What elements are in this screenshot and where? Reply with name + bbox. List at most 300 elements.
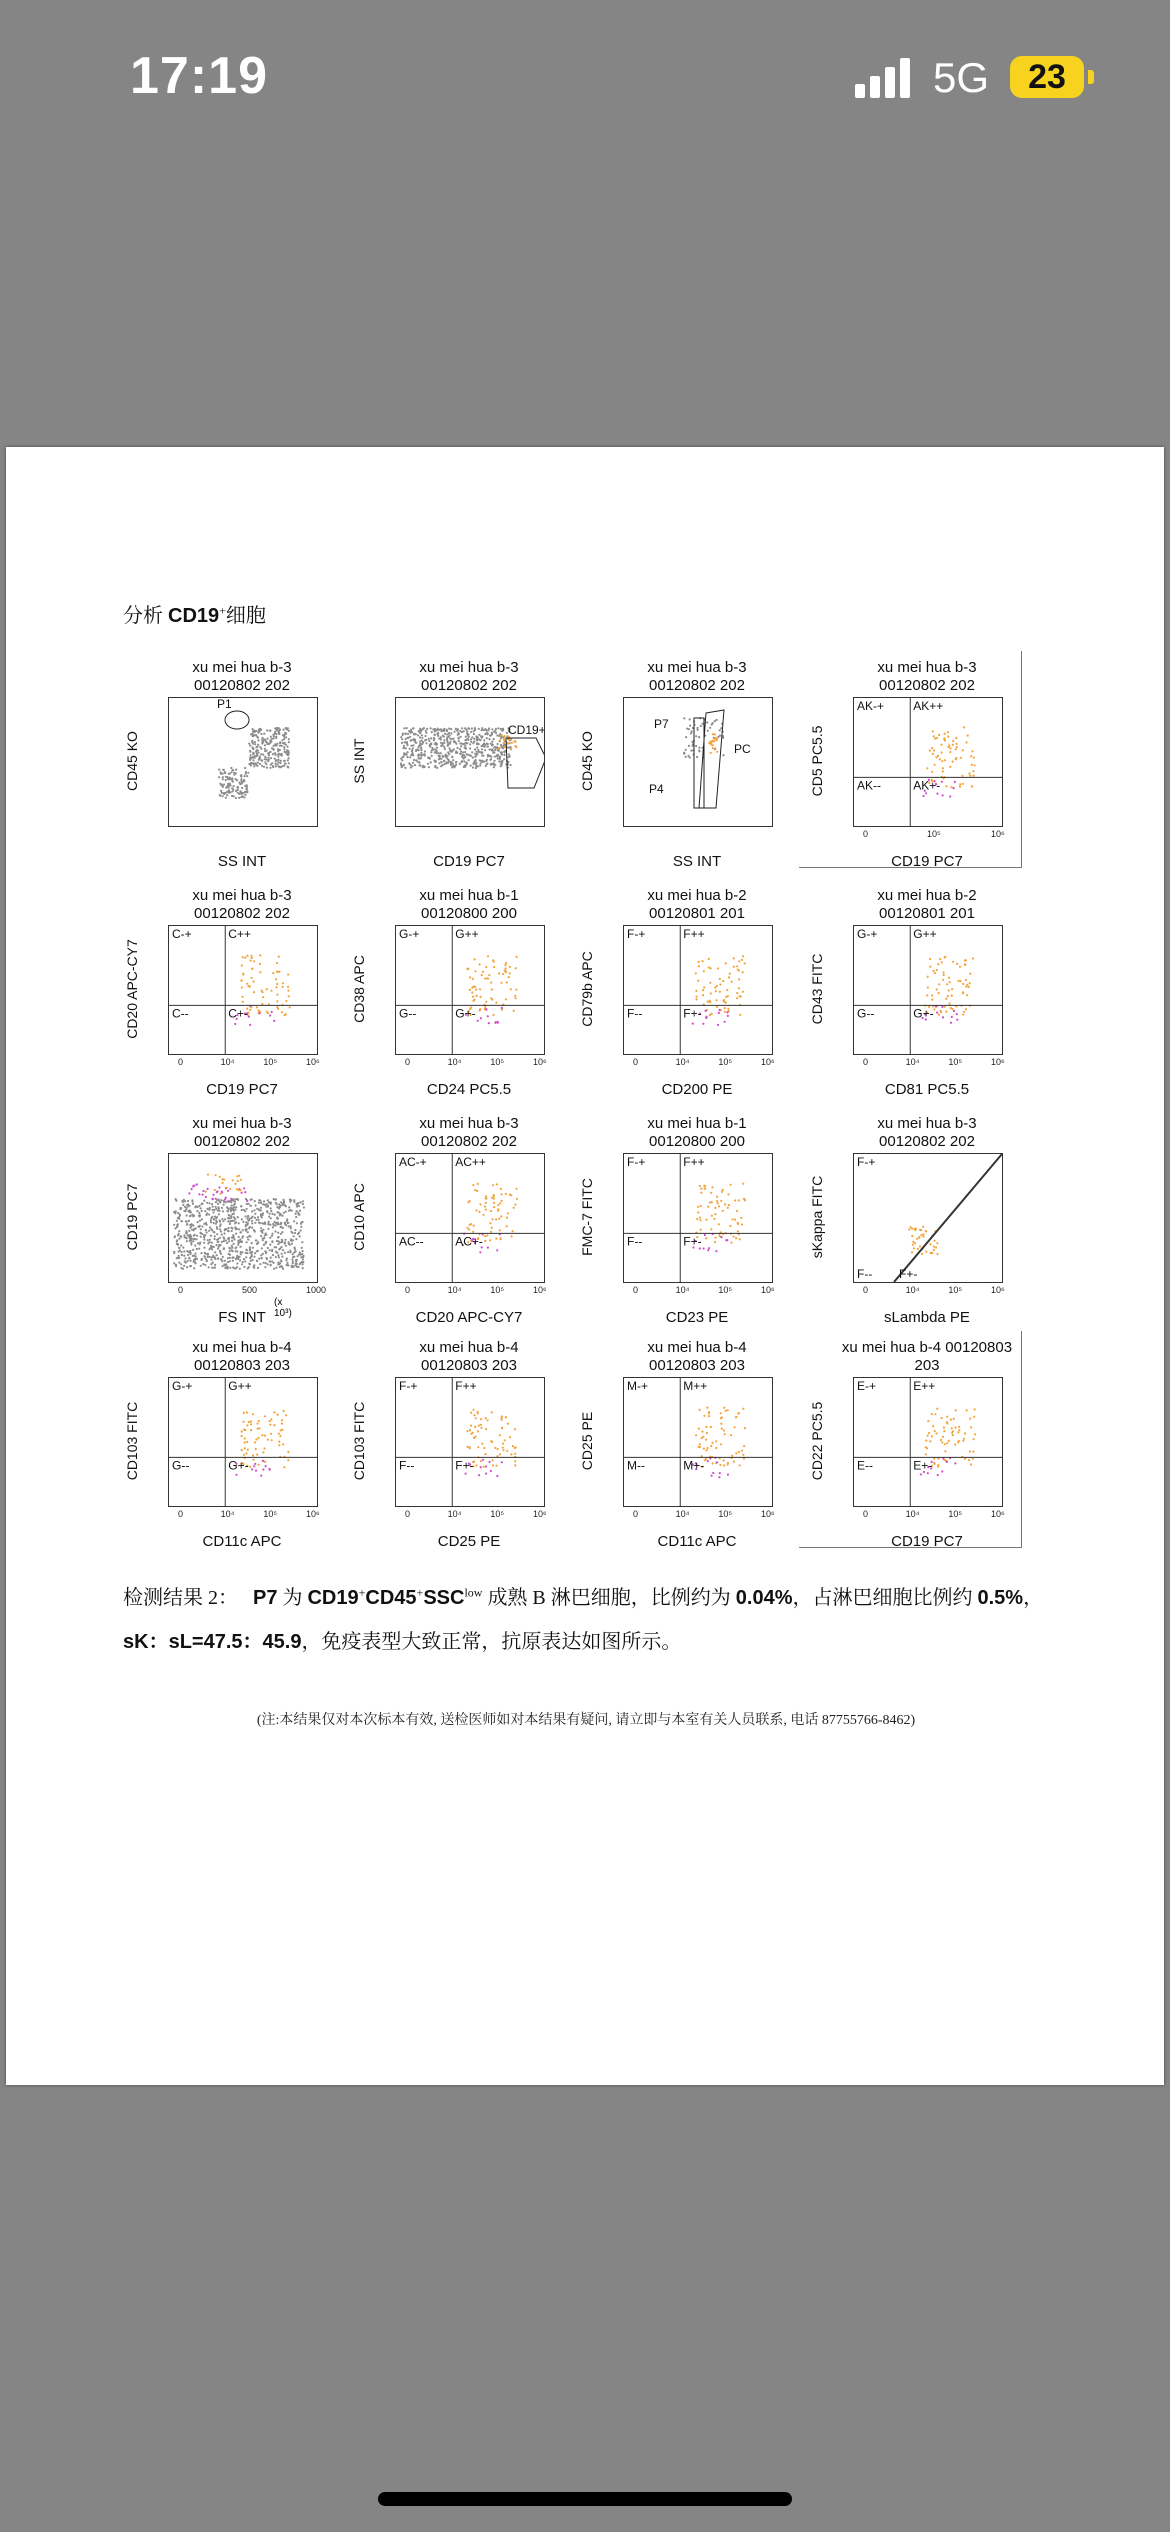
event-dot bbox=[276, 1000, 278, 1002]
gate-label: G+- bbox=[228, 1458, 249, 1473]
event-dot bbox=[711, 1186, 713, 1188]
event-dot bbox=[497, 743, 499, 745]
event-dot bbox=[286, 753, 288, 755]
x-tick-label: 0 bbox=[863, 829, 869, 839]
event-dot bbox=[721, 1191, 723, 1193]
event-dot bbox=[434, 728, 436, 730]
event-dot bbox=[254, 1230, 256, 1232]
plot-title-id: 203 bbox=[914, 1357, 940, 1374]
event-dot bbox=[242, 996, 244, 998]
event-dot bbox=[505, 962, 507, 964]
event-dot bbox=[513, 740, 515, 742]
event-dot bbox=[710, 752, 712, 754]
event-dot bbox=[218, 1209, 220, 1211]
event-dot bbox=[208, 1230, 210, 1232]
event-dot bbox=[500, 1188, 502, 1190]
event-dot bbox=[254, 1252, 256, 1254]
event-dot bbox=[209, 1202, 211, 1204]
event-dot bbox=[282, 986, 284, 988]
event-dot bbox=[742, 1183, 744, 1185]
event-dot bbox=[279, 1435, 281, 1437]
event-dot bbox=[738, 1199, 740, 1201]
gate-label: F-+ bbox=[399, 1379, 418, 1393]
event-dot bbox=[696, 727, 698, 729]
event-dot bbox=[482, 761, 484, 763]
event-dot bbox=[948, 977, 950, 979]
event-dot bbox=[251, 957, 253, 959]
x-tick-label: 10⁶ bbox=[306, 1057, 320, 1067]
event-dot bbox=[233, 1243, 235, 1245]
event-dot bbox=[484, 1006, 486, 1008]
event-dot bbox=[180, 1244, 182, 1246]
gate-label: G++ bbox=[913, 927, 937, 941]
event-dot bbox=[186, 1214, 188, 1216]
event-dot bbox=[218, 1186, 220, 1188]
event-dot bbox=[411, 752, 413, 754]
event-dot bbox=[244, 794, 246, 796]
event-dot bbox=[483, 745, 485, 747]
event-dot bbox=[486, 1234, 488, 1236]
event-dot bbox=[196, 1210, 198, 1212]
event-dot bbox=[229, 1267, 231, 1269]
event-dot bbox=[473, 999, 475, 1001]
event-dot bbox=[918, 1237, 920, 1239]
event-dot bbox=[479, 1203, 481, 1205]
event-dot bbox=[473, 738, 475, 740]
event-dot bbox=[194, 1259, 196, 1261]
event-dot bbox=[723, 1000, 725, 1002]
diagonal-gate bbox=[894, 1154, 1002, 1282]
event-dot bbox=[723, 1407, 725, 1409]
event-dot bbox=[716, 719, 718, 721]
event-dot bbox=[300, 1223, 302, 1225]
event-dot bbox=[261, 1003, 263, 1005]
event-dot bbox=[498, 972, 500, 974]
event-dot bbox=[738, 1412, 740, 1414]
event-dot bbox=[685, 756, 687, 758]
event-dot bbox=[213, 1218, 215, 1220]
event-dot bbox=[262, 741, 264, 743]
event-dot bbox=[450, 728, 452, 730]
event-dot bbox=[401, 742, 403, 744]
event-dot bbox=[252, 735, 254, 737]
event-dot bbox=[174, 1212, 176, 1214]
gate-label: F-- bbox=[627, 1234, 643, 1249]
event-dot bbox=[266, 767, 268, 769]
event-dot bbox=[724, 1433, 726, 1435]
event-dot bbox=[262, 1253, 264, 1255]
event-dot bbox=[490, 743, 492, 745]
cellular-signal-icon bbox=[855, 56, 913, 98]
event-dot bbox=[912, 1241, 914, 1243]
x-tick-label: 10⁶ bbox=[533, 1057, 547, 1067]
x-axis-label: CD11c APC bbox=[202, 1533, 282, 1550]
event-dot bbox=[468, 1228, 470, 1230]
event-dot bbox=[511, 742, 513, 744]
event-dot bbox=[291, 1265, 293, 1267]
event-dot bbox=[490, 748, 492, 750]
event-dot bbox=[199, 1214, 201, 1216]
event-dot bbox=[485, 1198, 487, 1200]
event-dot bbox=[290, 1225, 292, 1227]
event-dot bbox=[703, 1185, 705, 1187]
event-dot bbox=[715, 1447, 717, 1449]
event-dot bbox=[489, 1239, 491, 1241]
plot-title bbox=[833, 1115, 1021, 1151]
network-type: 5G bbox=[933, 54, 990, 101]
event-dot bbox=[260, 1213, 262, 1215]
gate-label: AC-- bbox=[399, 1234, 424, 1249]
event-dot bbox=[446, 761, 448, 763]
event-dot bbox=[251, 1227, 253, 1229]
event-dot bbox=[465, 736, 467, 738]
event-dot bbox=[242, 973, 244, 975]
event-dot bbox=[261, 1434, 263, 1436]
event-dot bbox=[223, 784, 225, 786]
event-dot bbox=[269, 1213, 271, 1215]
event-dot bbox=[488, 738, 490, 740]
event-dot bbox=[252, 981, 254, 983]
result-pct-2: 0.5% bbox=[977, 1587, 1024, 1609]
event-dot bbox=[486, 759, 488, 761]
event-dot bbox=[285, 1259, 287, 1261]
event-dot bbox=[508, 746, 510, 748]
event-dot bbox=[460, 761, 462, 763]
event-dot bbox=[934, 972, 936, 974]
event-dot bbox=[472, 1184, 474, 1186]
event-dot bbox=[486, 763, 488, 765]
event-dot bbox=[189, 1227, 191, 1229]
event-dot bbox=[287, 1264, 289, 1266]
event-dot bbox=[483, 1466, 485, 1468]
event-dot bbox=[236, 779, 238, 781]
event-dot bbox=[286, 1262, 288, 1264]
event-dot bbox=[719, 978, 721, 980]
event-dot bbox=[468, 728, 470, 730]
event-dot bbox=[249, 745, 251, 747]
event-dot bbox=[250, 1205, 252, 1207]
event-dot bbox=[690, 732, 692, 734]
event-dot bbox=[269, 740, 271, 742]
x-tick-label: 10⁵ bbox=[948, 1285, 963, 1295]
event-dot bbox=[275, 760, 277, 762]
event-dot bbox=[234, 1183, 236, 1185]
event-dot bbox=[727, 1409, 729, 1411]
event-dot bbox=[959, 980, 961, 982]
event-dot bbox=[484, 1205, 486, 1207]
event-dot bbox=[187, 1200, 189, 1202]
event-dot bbox=[948, 989, 950, 991]
event-dot bbox=[430, 742, 432, 744]
event-dot bbox=[192, 1203, 194, 1205]
event-dot bbox=[235, 1233, 237, 1235]
event-dot bbox=[209, 1226, 211, 1228]
event-dot bbox=[491, 998, 493, 1000]
plot-svg bbox=[624, 1154, 772, 1282]
event-dot bbox=[240, 796, 242, 798]
event-dot bbox=[272, 1223, 274, 1225]
event-dot bbox=[717, 736, 719, 738]
event-dot bbox=[466, 1227, 468, 1229]
event-dot bbox=[941, 1006, 943, 1008]
event-dot bbox=[276, 744, 278, 746]
event-dot bbox=[205, 1191, 207, 1193]
plot-title-sample: xu mei hua b-2 bbox=[647, 887, 747, 904]
event-dot bbox=[263, 1223, 265, 1225]
event-dot bbox=[490, 1210, 492, 1212]
event-dot bbox=[477, 765, 479, 767]
event-dot bbox=[212, 1211, 214, 1213]
event-dot bbox=[485, 1465, 487, 1467]
x-tick-label: 10⁶ bbox=[761, 1285, 775, 1295]
event-dot bbox=[686, 728, 688, 730]
event-dot bbox=[273, 745, 275, 747]
plot-title-sample: xu mei hua b-3 bbox=[877, 659, 977, 676]
home-indicator[interactable] bbox=[378, 2492, 792, 2506]
x-tick-label: 10⁶ bbox=[991, 1057, 1005, 1067]
event-dot bbox=[218, 1199, 220, 1201]
document-page[interactable] bbox=[6, 447, 1164, 2085]
event-dot bbox=[207, 1256, 209, 1258]
event-dot bbox=[424, 735, 426, 737]
event-dot bbox=[300, 1226, 302, 1228]
event-dot bbox=[177, 1243, 179, 1245]
event-dot bbox=[497, 1210, 499, 1212]
event-dot bbox=[290, 1251, 292, 1253]
event-dot bbox=[210, 1235, 212, 1237]
event-dot bbox=[216, 1216, 218, 1218]
event-dot bbox=[507, 1423, 509, 1425]
event-dot bbox=[503, 751, 505, 753]
event-dot bbox=[716, 1200, 718, 1202]
event-dot bbox=[477, 1430, 479, 1432]
event-dot bbox=[492, 1184, 494, 1186]
event-dot bbox=[499, 739, 501, 741]
event-dot bbox=[212, 1206, 214, 1208]
x-tick-label: 10⁶ bbox=[533, 1285, 547, 1295]
event-dot bbox=[212, 1209, 214, 1211]
x-tick-label: 0 bbox=[178, 1057, 184, 1067]
event-dot bbox=[503, 758, 505, 760]
y-axis-label: SS INT bbox=[351, 738, 367, 784]
event-dot bbox=[705, 1426, 707, 1428]
event-dot bbox=[249, 1009, 251, 1011]
event-dot bbox=[255, 762, 257, 764]
event-dot bbox=[737, 1223, 739, 1225]
event-dot bbox=[487, 1015, 489, 1017]
event-dot bbox=[238, 1228, 240, 1230]
event-dot bbox=[258, 1420, 260, 1422]
event-dot bbox=[252, 1247, 254, 1249]
event-dot bbox=[505, 971, 507, 973]
result-marker-cd19: CD19 bbox=[307, 1587, 359, 1609]
event-dot bbox=[495, 1238, 497, 1240]
event-dot bbox=[919, 1245, 921, 1247]
event-dot bbox=[265, 1206, 267, 1208]
event-dot bbox=[230, 1201, 232, 1203]
event-dot bbox=[436, 747, 438, 749]
event-dot bbox=[962, 992, 964, 994]
event-dot bbox=[707, 730, 709, 732]
event-dot bbox=[444, 748, 446, 750]
event-dot bbox=[176, 1220, 178, 1222]
heading-marker: CD19 bbox=[168, 605, 220, 627]
event-dot bbox=[224, 1229, 226, 1231]
event-dot bbox=[706, 1407, 708, 1409]
gate-label: AK-+ bbox=[857, 699, 885, 713]
event-dot bbox=[233, 1210, 235, 1212]
event-dot bbox=[259, 763, 261, 765]
event-dot bbox=[263, 1447, 265, 1449]
event-dot bbox=[698, 736, 700, 738]
event-dot bbox=[277, 1254, 279, 1256]
event-dot bbox=[294, 1250, 296, 1252]
event-dot bbox=[956, 963, 958, 965]
event-dot bbox=[480, 1424, 482, 1426]
event-dot bbox=[227, 1220, 229, 1222]
event-dot bbox=[250, 754, 252, 756]
event-dot bbox=[237, 1216, 239, 1218]
gate-label: F-+ bbox=[627, 927, 646, 941]
event-dot bbox=[211, 1203, 213, 1205]
event-dot bbox=[446, 733, 448, 735]
event-dot bbox=[732, 1236, 734, 1238]
event-dot bbox=[474, 727, 476, 729]
event-dot bbox=[731, 981, 733, 983]
event-dot bbox=[300, 1201, 302, 1203]
event-dot bbox=[412, 762, 414, 764]
event-dot bbox=[513, 1010, 515, 1012]
event-dot bbox=[178, 1251, 180, 1253]
plot-title bbox=[603, 1115, 791, 1151]
event-dot bbox=[406, 754, 408, 756]
event-dot bbox=[446, 730, 448, 732]
x-tick-label: 10⁶ bbox=[991, 1285, 1005, 1295]
event-dot bbox=[915, 1227, 917, 1229]
event-dot bbox=[498, 1218, 500, 1220]
event-dot bbox=[296, 1205, 298, 1207]
event-dot bbox=[705, 1449, 707, 1451]
event-dot bbox=[411, 765, 413, 767]
event-dot bbox=[241, 986, 243, 988]
event-dot bbox=[241, 964, 243, 966]
event-dot bbox=[500, 744, 502, 746]
plot-title-id: 00120802 202 bbox=[421, 1133, 517, 1150]
event-dot bbox=[267, 1247, 269, 1249]
event-dot bbox=[428, 738, 430, 740]
event-dot bbox=[206, 1208, 208, 1210]
event-dot bbox=[238, 1175, 240, 1177]
event-dot bbox=[438, 752, 440, 754]
y-axis-label: CD38 APC bbox=[351, 955, 367, 1023]
event-dot bbox=[737, 1230, 739, 1232]
event-dot bbox=[295, 1238, 297, 1240]
event-dot bbox=[299, 1251, 301, 1253]
event-dot bbox=[465, 747, 467, 749]
event-dot bbox=[250, 1420, 252, 1422]
event-dot bbox=[702, 1023, 704, 1025]
event-dot bbox=[275, 736, 277, 738]
event-dot bbox=[479, 1251, 481, 1253]
gate-label: AC-+ bbox=[399, 1155, 427, 1169]
x-tick-label: 10⁴ bbox=[675, 1509, 690, 1519]
event-dot bbox=[479, 988, 481, 990]
event-dot bbox=[951, 988, 953, 990]
event-dot bbox=[720, 1200, 722, 1202]
event-dot bbox=[210, 1245, 212, 1247]
event-dot bbox=[214, 1251, 216, 1253]
event-dot bbox=[270, 1418, 272, 1420]
gate-label: P4 bbox=[649, 782, 664, 796]
event-dot bbox=[405, 738, 407, 740]
event-dot bbox=[252, 1259, 254, 1261]
event-dot bbox=[709, 982, 711, 984]
event-dot bbox=[287, 759, 289, 761]
event-dot bbox=[302, 1250, 304, 1252]
x-axis-label: CD23 PE bbox=[665, 1309, 729, 1326]
event-dot bbox=[269, 1244, 271, 1246]
event-dot bbox=[242, 1001, 244, 1003]
event-dot bbox=[203, 1238, 205, 1240]
event-dot bbox=[502, 1449, 504, 1451]
event-dot bbox=[499, 1434, 501, 1436]
event-dot bbox=[275, 1256, 277, 1258]
event-dot bbox=[497, 1448, 499, 1450]
event-dot bbox=[936, 1242, 938, 1244]
event-dot bbox=[233, 1220, 235, 1222]
event-dot bbox=[282, 1268, 284, 1270]
event-dot bbox=[467, 968, 469, 970]
event-dot bbox=[277, 1261, 279, 1263]
event-dot bbox=[227, 1267, 229, 1269]
event-dot bbox=[228, 790, 230, 792]
event-dot bbox=[443, 736, 445, 738]
event-dot bbox=[243, 1187, 245, 1189]
event-dot bbox=[260, 1235, 262, 1237]
event-dot bbox=[712, 733, 714, 735]
event-dot bbox=[721, 1428, 723, 1430]
event-dot bbox=[223, 1201, 225, 1203]
event-dot bbox=[244, 1437, 246, 1439]
event-dot bbox=[246, 1236, 248, 1238]
event-dot bbox=[180, 1236, 182, 1238]
event-dot bbox=[474, 748, 476, 750]
event-dot bbox=[256, 755, 258, 757]
event-dot bbox=[267, 1263, 269, 1265]
event-dot bbox=[700, 1192, 702, 1194]
event-dot bbox=[302, 1263, 304, 1265]
event-dot bbox=[259, 971, 261, 973]
plot-title-id: 00120802 202 bbox=[649, 677, 745, 694]
event-dot bbox=[477, 1446, 479, 1448]
event-dot bbox=[283, 1410, 285, 1412]
event-dot bbox=[434, 765, 436, 767]
event-dot bbox=[965, 1008, 967, 1010]
event-dot bbox=[936, 988, 938, 990]
event-dot bbox=[226, 1210, 228, 1212]
event-dot bbox=[476, 747, 478, 749]
event-dot bbox=[289, 1006, 291, 1008]
event-dot bbox=[265, 1257, 267, 1259]
event-dot bbox=[275, 1267, 277, 1269]
event-dot bbox=[501, 1200, 503, 1202]
event-dot bbox=[491, 728, 493, 730]
x-axis-label: CD19 PC7 bbox=[891, 853, 963, 870]
event-dot bbox=[512, 1445, 514, 1447]
event-dot bbox=[455, 761, 457, 763]
event-dot bbox=[911, 1251, 913, 1253]
event-dot bbox=[466, 763, 468, 765]
